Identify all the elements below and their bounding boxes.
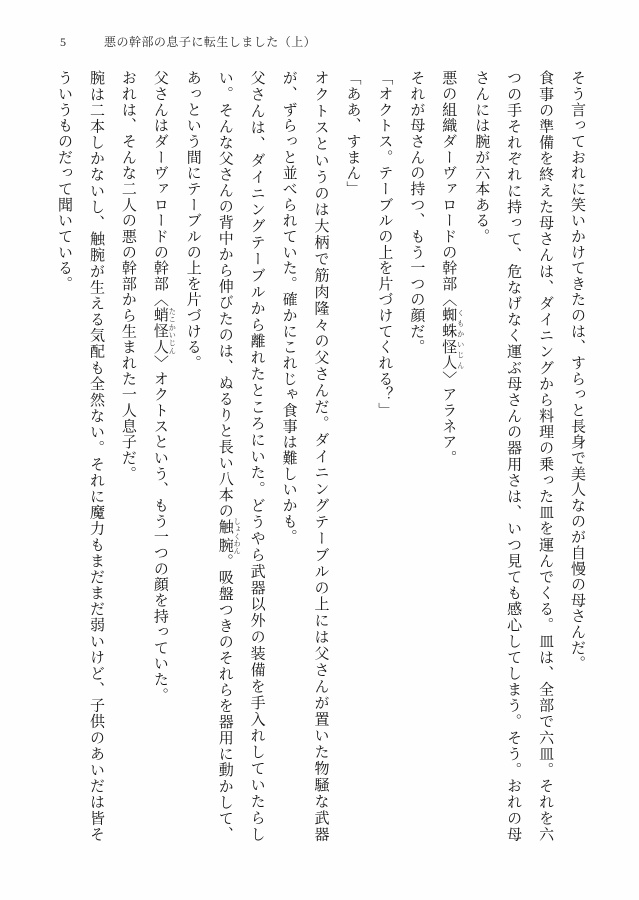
paragraph: それが母さんの持つ、もう一つの顔だ。 [408, 70, 427, 355]
paragraph: 食事の準備を終えた母さんは、ダイニングから料理の乗った皿を運んでくる。皿は、全部で六皿。それを六つの手それぞれに持って、危なげなく運ぶ母さんの器用さは、いつ見ても感心してしまう。そう。おれの母さんには腕が六本ある。 [473, 70, 556, 842]
body-text-area [46, 70, 593, 842]
paragraph-dialogue: 「ああ、すまん」 [344, 70, 363, 197]
paragraph: 父さんは、ダイニングテーブルから離れたところにいた。どうやら武器以外の装備を手入れしていたらしい。そんな父さんの背中から伸びたのは、ぬるりと長い八本の触腕しょくわん。吸盤つきのそれらを器用に動かして、あっという間にテーブルの上を片づける。 [184, 70, 267, 842]
paragraph: 悪の組織ダーヴァロードの幹部〈蜘蛛怪人くもかいじん〉アラネア。 [440, 70, 466, 466]
paragraph: 父さんはダーヴァロードの幹部〈蛸怪人たこかいじん〉オクトスという、もう一つの顔を持っていた。 [151, 70, 178, 704]
paragraph: おれは、そんな二人の悪の幹部から生まれた一人息子だ。 [119, 70, 138, 482]
paragraph: 腕は二本しかないし、触腕が生える気配も全然ない。それに魔力もまだまだ弱いけど、子供のあいだは皆そういうものだって聞いている。 [56, 70, 106, 842]
ruby-annotation: 蛸怪人たこかいじん [151, 307, 178, 355]
running-title: 悪の幹部の息子に転生しました（上） [104, 35, 317, 49]
paragraph: そう言っておれに笑いかけてきたのは、すらっと長身で美人なのが自慢の母さんだ。 [569, 70, 587, 672]
page-header [60, 33, 579, 53]
paragraph-dialogue: 「オクトス。テーブルの上を片づけてくれる？」 [376, 70, 395, 419]
ruby-annotation: 触腕しょくわん [216, 517, 243, 555]
paragraph: オクトスというのは大柄で筋肉隆々の父さんだ。ダイニングテーブルの上には父さんが置いた物騒な武器が、ずらっと並べられていた。確かにこれじゃ食事は難しいかも。 [280, 70, 331, 842]
page-number: 5 [60, 35, 67, 49]
ruby-annotation: 蜘蛛怪人くもかいじん [440, 307, 466, 371]
vertical-text-block [46, 70, 593, 842]
